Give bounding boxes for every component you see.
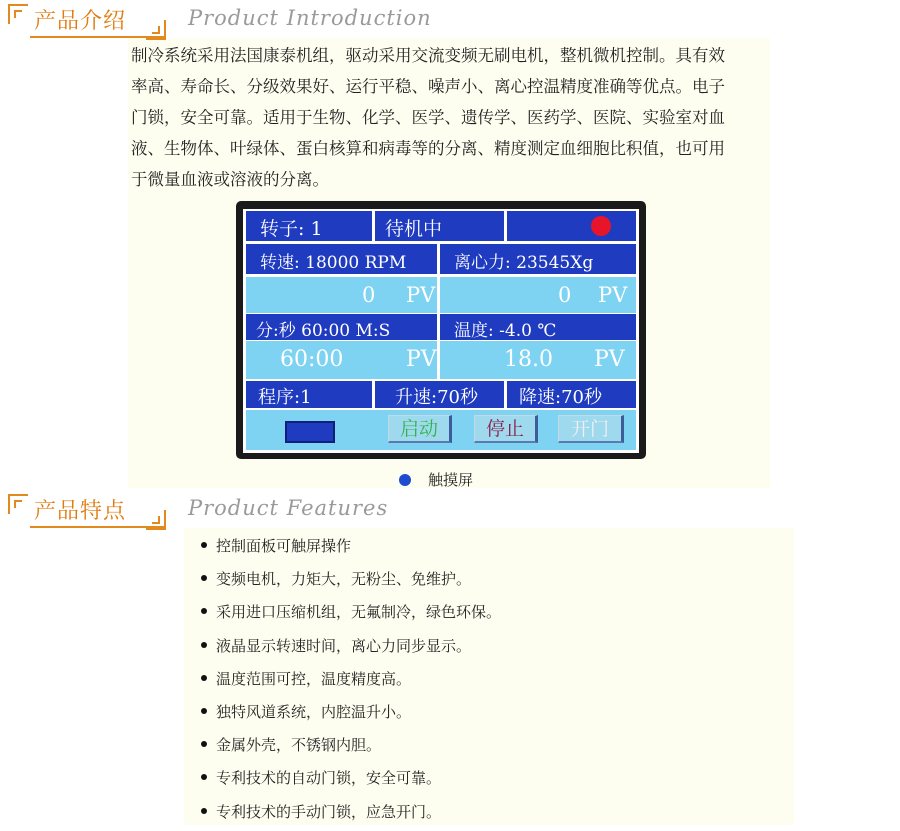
- temp-label: 温度: -4.0 ℃: [454, 321, 557, 341]
- status-indicator-cell: [507, 211, 636, 241]
- decel-label: 降速:70秒: [519, 387, 602, 408]
- menu-button[interactable]: [285, 421, 335, 443]
- touchscreen-display: [243, 209, 639, 453]
- intro-heading-cn: 产品介绍: [34, 9, 127, 34]
- features-heading-cn: 产品特点: [34, 499, 127, 524]
- bullet-icon: [201, 675, 207, 681]
- decel-cell[interactable]: [507, 381, 636, 408]
- features-heading: [8, 494, 888, 534]
- time-cell: [246, 314, 437, 340]
- feature-text: 独特风道系统，内腔温升小。: [216, 702, 412, 721]
- time-pv-unit: PV: [406, 347, 437, 372]
- features-list: [194, 532, 714, 831]
- status-row: [243, 211, 639, 241]
- force-pv-unit: PV: [598, 283, 628, 307]
- open-door-button[interactable]: 开门: [558, 415, 624, 443]
- list-item: [194, 532, 714, 565]
- feature-text: 专利技术的手动门锁，应急开门。: [216, 802, 442, 821]
- feature-text: 金属外壳，不锈钢内胆。: [216, 736, 382, 755]
- feature-text: 液晶显示转速时间，离心力同步显示。: [216, 636, 472, 655]
- temp-cell: [440, 314, 636, 340]
- accel-cell[interactable]: [375, 381, 504, 408]
- bullet-icon: [201, 608, 207, 614]
- temp-pv-value: 18.0: [504, 347, 553, 372]
- list-item: [194, 798, 714, 831]
- time-temp-pv-row: [243, 341, 639, 379]
- list-item: [194, 565, 714, 598]
- button-bar: [246, 410, 636, 450]
- features-heading-en: Product Features: [188, 496, 389, 520]
- intro-line: 门锁，安全可靠。适用于生物、化学、医学、遗传学、医药学、医院、实验室对血: [131, 108, 725, 127]
- force-pv-value: 0: [558, 283, 572, 307]
- speed-pv-unit: PV: [406, 283, 436, 307]
- bullet-icon: [201, 542, 207, 548]
- heading-frame: [8, 494, 166, 524]
- intro-heading: [8, 4, 888, 44]
- accel-label: 升速:70秒: [395, 387, 478, 408]
- list-item: [194, 665, 714, 698]
- list-item: [194, 598, 714, 631]
- intro-paragraph: [131, 40, 771, 195]
- temp-pv-unit: PV: [594, 347, 625, 372]
- status-led-icon: [591, 216, 611, 236]
- speed-force-row: [243, 244, 639, 274]
- intro-line: 于微量血液或溶液的分离。: [131, 170, 329, 189]
- list-item: [194, 632, 714, 665]
- state-label: 待机中: [385, 218, 443, 240]
- bullet-icon: [201, 575, 207, 581]
- feature-text: 变频电机，力矩大，无粉尘、免维护。: [216, 570, 472, 589]
- force-label: 离心力: 23545Xg: [454, 253, 594, 273]
- corner-ornament: [8, 494, 28, 514]
- corner-ornament: [8, 4, 28, 24]
- speed-cell: [246, 244, 437, 274]
- speed-pv-cell[interactable]: [246, 277, 437, 313]
- bullet-icon: [201, 642, 207, 648]
- feature-text: 专利技术的自动门锁，安全可靠。: [216, 769, 442, 788]
- speed-pv-value: 0: [362, 283, 376, 307]
- speed-force-pv-row: [243, 277, 639, 313]
- list-item: [194, 698, 714, 731]
- force-cell: [440, 244, 636, 274]
- touchscreen-caption: 触摸屏: [428, 471, 474, 489]
- speed-label: 转速: 18000 RPM: [260, 253, 407, 273]
- bullet-icon: [201, 774, 207, 780]
- time-pv-cell[interactable]: [246, 341, 437, 379]
- touchscreen-device: [236, 201, 646, 459]
- feature-text: 采用进口压缩机组，无氟制冷，绿色环保。: [216, 603, 502, 622]
- time-pv-value: 60:00: [280, 347, 344, 372]
- list-item: [194, 731, 714, 764]
- feature-text: 控制面板可触屏操作: [216, 537, 352, 555]
- state-cell: [375, 211, 504, 241]
- time-temp-row: [243, 314, 639, 340]
- list-item: [194, 764, 714, 797]
- program-cell[interactable]: [246, 381, 372, 408]
- intro-line: 液、生物体、叶绿体、蛋白核算和病毒等的分离、精度测定血细胞比积值，也可用: [131, 139, 725, 158]
- start-button[interactable]: 启动: [388, 415, 452, 443]
- heading-frame: [8, 4, 166, 34]
- time-label: 分:秒 60:00 M:S: [256, 321, 391, 341]
- feature-text: 温度范围可控，温度精度高。: [216, 669, 412, 688]
- temp-pv-cell[interactable]: [440, 341, 636, 379]
- rotor-cell: [246, 211, 372, 241]
- bullet-icon: [201, 808, 207, 814]
- program-row: [243, 381, 639, 408]
- program-label: 程序:1: [258, 387, 312, 408]
- force-pv-cell[interactable]: [440, 277, 636, 313]
- bullet-icon: [201, 708, 207, 714]
- bullet-icon: [201, 741, 207, 747]
- heading-underline: [30, 36, 166, 38]
- intro-line: 制冷系统采用法国康泰机组，驱动采用交流变频无刷电机，整机微机控制。具有效: [131, 46, 725, 65]
- caption-bullet-icon: [399, 474, 411, 486]
- intro-heading-en: Product Introduction: [188, 6, 432, 30]
- rotor-label: 转子: 1: [260, 218, 323, 240]
- intro-line: 率高、寿命长、分级效果好、运行平稳、噪声小、离心控温精度准确等优点。电子: [131, 77, 725, 96]
- stop-button[interactable]: 停止: [474, 415, 538, 443]
- heading-underline: [30, 526, 166, 528]
